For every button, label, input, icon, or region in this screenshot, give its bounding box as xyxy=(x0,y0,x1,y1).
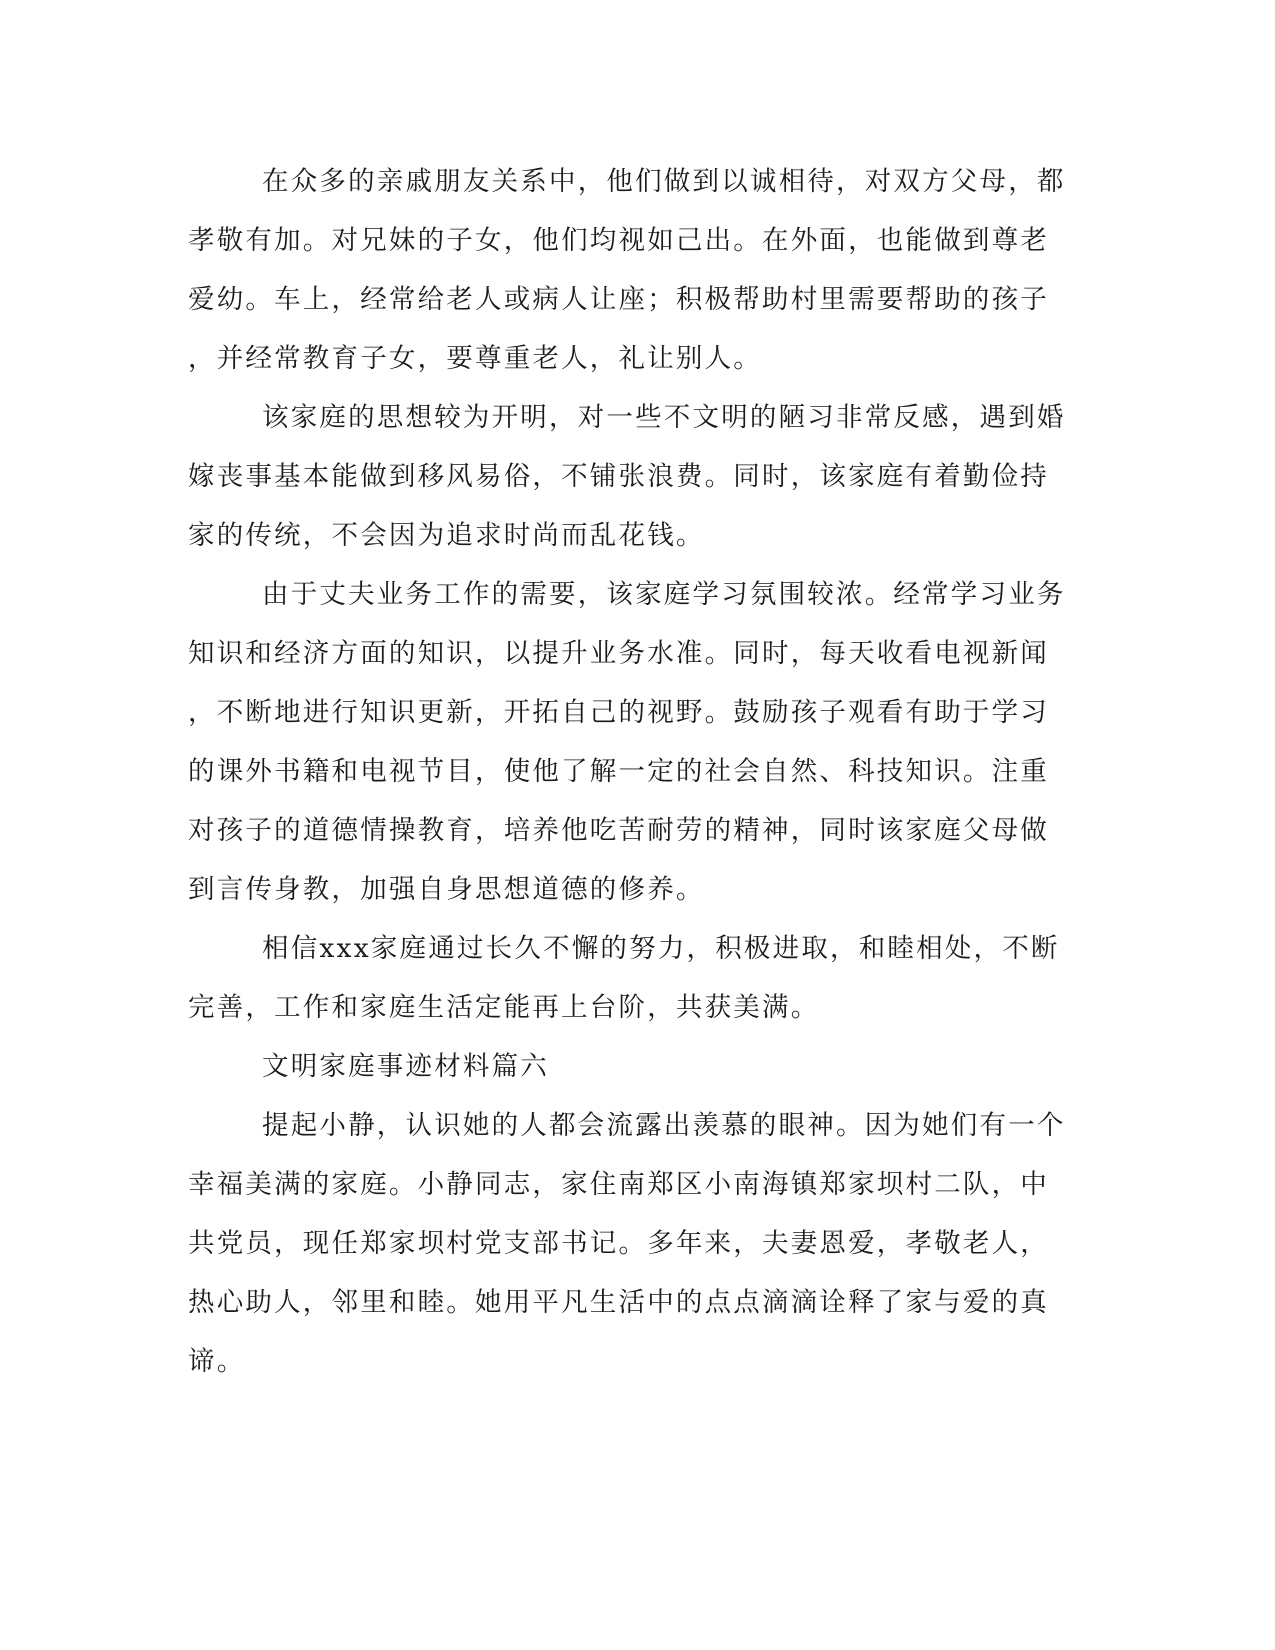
paragraph-3-line-1: 由于丈夫业务工作的需要，该家庭学习氛围较浓。经常学习业务 xyxy=(262,579,1066,610)
paragraph-2-line-3: 家的传统，不会因为追求时尚而乱花钱。 xyxy=(188,520,705,551)
section-heading: 文明家庭事迹材料篇六 xyxy=(262,1051,549,1082)
paragraph-5-line-4: 热心助人，邻里和睦。她用平凡生活中的点点滴滴诠释了家与爱的真 xyxy=(188,1287,1049,1318)
paragraph-2-line-2: 嫁丧事基本能做到移风易俗，不铺张浪费。同时，该家庭有着勤俭持 xyxy=(188,461,1049,492)
paragraph-3-line-4: 的课外书籍和电视节目，使他了解一定的社会自然、科技知识。注重 xyxy=(188,756,1049,787)
paragraph-1-line-1: 在众多的亲戚朋友关系中，他们做到以诚相待，对双方父母，都 xyxy=(262,166,1066,197)
paragraph-5-line-2: 幸福美满的家庭。小静同志，家住南郑区小南海镇郑家坝村二队，中 xyxy=(188,1169,1049,1200)
paragraph-1-line-2: 孝敬有加。对兄妹的子女，他们均视如己出。在外面，也能做到尊老 xyxy=(188,225,1049,256)
paragraph-5-line-3: 共党员，现任郑家坝村党支部书记。多年来，夫妻恩爱，孝敬老人， xyxy=(188,1228,1049,1259)
paragraph-3-line-3: ，不断地进行知识更新，开拓自己的视野。鼓励孩子观看有助于学习 xyxy=(188,697,1049,728)
paragraph-4-line-1: 相信xxx家庭通过长久不懈的努力，积极进取，和睦相处，不断 xyxy=(262,933,1060,964)
paragraph-1-line-3: 爱幼。车上，经常给老人或病人让座；积极帮助村里需要帮助的孩子 xyxy=(188,284,1049,315)
paragraph-3-line-6: 到言传身教，加强自身思想道德的修养。 xyxy=(188,874,705,905)
paragraph-3-line-2: 知识和经济方面的知识，以提升业务水准。同时，每天收看电视新闻 xyxy=(188,638,1049,669)
paragraph-2-line-1: 该家庭的思想较为开明，对一些不文明的陋习非常反感，遇到婚 xyxy=(262,402,1066,433)
paragraph-4-line-2: 完善，工作和家庭生活定能再上台阶，共获美满。 xyxy=(188,992,820,1023)
paragraph-1-line-4: ，并经常教育子女，要尊重老人，礼让别人。 xyxy=(188,343,762,374)
paragraph-5-line-5: 谛。 xyxy=(188,1346,246,1377)
paragraph-3-line-5: 对孩子的道德情操教育，培养他吃苦耐劳的精神，同时该家庭父母做 xyxy=(188,815,1049,846)
paragraph-5-line-1: 提起小静，认识她的人都会流露出羡慕的眼神。因为她们有一个 xyxy=(262,1110,1066,1141)
